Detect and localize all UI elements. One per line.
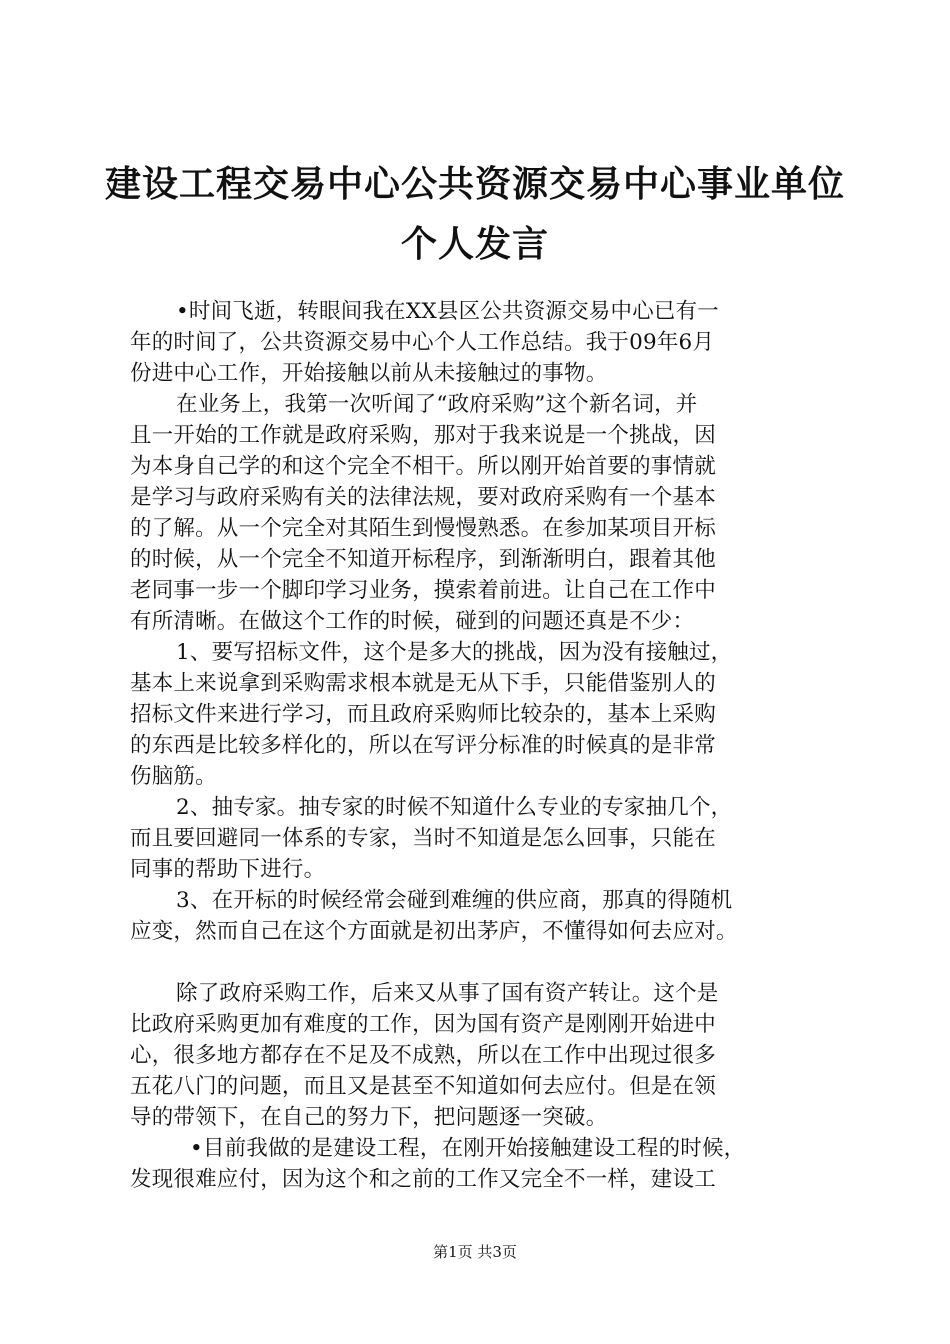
- text-line: 为本身自己学的和这个完全不相干。所以刚开始首要的事情就: [130, 454, 716, 479]
- text-line: 发现很难应付，因为这个和之前的工作又完全不一样，建设工: [130, 1167, 716, 1192]
- text-line: 伤脑筋。: [130, 764, 217, 789]
- text-line: 份进中心工作，开始接触以前从未接触过的事物。: [130, 361, 608, 386]
- text-line: 3、在开标的时候经常会碰到难缠的供应商，那真的得随机: [176, 888, 733, 913]
- text-line: 同事的帮助下进行。: [130, 857, 326, 882]
- paragraph-gap: [130, 947, 830, 978]
- text-line: 除了政府采购工作，后来又从事了国有资产转让。这个是: [176, 981, 719, 1006]
- text-line: 的时候，从一个完全不知道开标程序，到渐渐明白，跟着其他: [130, 547, 716, 572]
- text-line: 且一开始的工作就是政府采购，那对于我来说是一个挑战，因: [130, 423, 716, 448]
- text-line: 导的带领下，在自己的努力下，把问题逐一突破。: [130, 1105, 608, 1130]
- text-line: 2、抽专家。抽专家的时候不知道什么专业的专家抽几个，: [176, 795, 733, 820]
- text-line: 而且要回避同一体系的专家，当时不知道是怎么回事，只能在: [130, 826, 716, 851]
- text-line: 年的时间了，公共资源交易中心个人工作总结。我于09年6月: [130, 330, 715, 355]
- text-line: 有所清晰。在做这个工作的时候，碰到的问题还真是不少：: [130, 609, 695, 634]
- document-body: [130, 296, 830, 1195]
- document-title-line-1: 建设工程交易中心公共资源交易中心事业单位: [104, 163, 845, 205]
- text-line: 五花八门的问题，而且又是甚至不知道如何去应付。但是在领: [130, 1074, 716, 1099]
- text-line: 的了解。从一个完全对其陌生到慢慢熟悉。在参加某项目开标: [130, 516, 716, 541]
- page-footer: 第1页 共3页: [433, 1243, 517, 1261]
- text-line: 心，很多地方都存在不足及不成熟，所以在工作中出现过很多: [130, 1043, 716, 1068]
- text-line: 1、要写招标文件，这个是多大的挑战，因为没有接触过，: [176, 640, 733, 665]
- text-line: •目前我做的是建设工程，在刚开始接触建设工程的时候，: [190, 1136, 746, 1161]
- text-line: 比政府采购更加有难度的工作，因为国有资产是刚刚开始进中: [130, 1012, 716, 1037]
- document-title-line-2: 个人发言: [400, 223, 549, 265]
- text-line: •时间飞逝，转眼间我在XX县区公共资源交易中心已有一: [176, 299, 719, 324]
- text-line: 在业务上，我第一次听闻了“政府采购”这个新名词，并: [176, 392, 698, 417]
- text-line: 招标文件来进行学习，而且政府采购师比较杂的，基本上采购: [130, 702, 716, 727]
- text-line: 是学习与政府采购有关的法律法规，要对政府采购有一个基本: [130, 485, 716, 510]
- text-line: 老同事一步一个脚印学习业务，摸索着前进。让自己在工作中: [130, 578, 716, 603]
- text-line: 的东西是比较多样化的，所以在写评分标准的时候真的是非常: [130, 733, 716, 758]
- text-line: 应变，然而自己在这个方面就是初出茅庐，不懂得如何去应对。: [130, 919, 738, 944]
- text-line: 基本上来说拿到采购需求根本就是无从下手，只能借鉴别人的: [130, 671, 716, 696]
